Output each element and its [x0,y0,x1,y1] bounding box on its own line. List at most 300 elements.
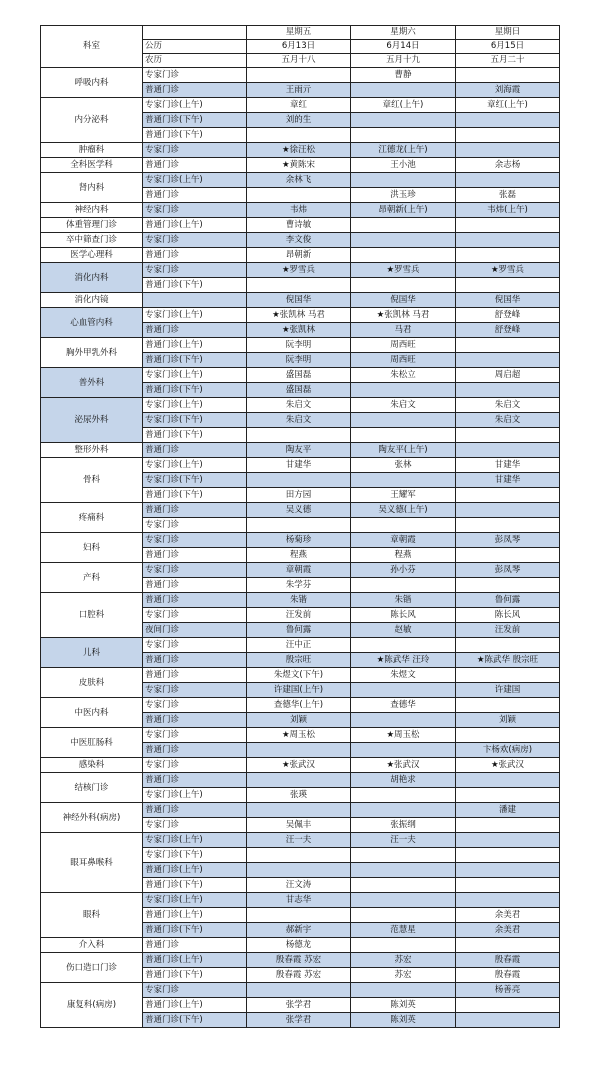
dept-name: 儿科 [41,638,143,668]
weekday-sun: 星期日 [456,26,560,40]
doctor-cell [456,233,560,248]
clinic-type: 专家门诊 [143,683,247,698]
clinic-type: 专家门诊 [143,728,247,743]
clinic-type: 专家门诊(上午) [143,98,247,113]
clinic-type: 普通门诊 [143,83,247,98]
doctor-cell: ★徐汪松 [247,143,351,158]
doctor-cell [456,143,560,158]
clinic-type: 普通门诊 [143,548,247,563]
doctor-cell: 周西旺 [351,338,456,353]
doctor-cell: 李文俊 [247,233,351,248]
dept-name: 结核门诊 [41,773,143,803]
clinic-type: 普通门诊(下午) [143,1013,247,1028]
doctor-cell [456,878,560,893]
date-sun: 6月15日 [456,40,560,54]
doctor-cell [456,338,560,353]
doctor-cell: 汪发前 [247,608,351,623]
clinic-type: 专家门诊 [143,263,247,278]
doctor-cell: 倪国华 [351,293,456,308]
doctor-cell: 殷春霞 [456,968,560,983]
doctor-cell [247,803,351,818]
doctor-cell: 吴义德(上午) [351,503,456,518]
clinic-type: 专家门诊 [143,818,247,833]
doctor-cell [247,68,351,83]
doctor-cell [456,788,560,803]
doctor-cell: 卞杨欢(病房) [456,743,560,758]
doctor-cell: 胡艳求 [351,773,456,788]
dept-name: 皮肤科 [41,668,143,698]
table-row [41,638,560,653]
clinic-type: 普通门诊 [143,713,247,728]
dept-name: 普外科 [41,368,143,398]
clinic-type: 专家门诊(上午) [143,833,247,848]
doctor-cell: 盛国磊 [247,383,351,398]
doctor-cell: 余美君 [456,923,560,938]
doctor-cell: 韦炜(上午) [456,203,560,218]
doctor-cell [456,863,560,878]
doctor-cell [351,83,456,98]
doctor-cell: 倪国华 [456,293,560,308]
doctor-cell [247,863,351,878]
doctor-cell: 彭凤琴 [456,563,560,578]
doctor-cell: 汪一夫 [351,833,456,848]
doctor-cell: 汪一夫 [247,833,351,848]
dept-name: 泌尿外科 [41,398,143,443]
dept-name: 妇科 [41,533,143,563]
doctor-cell [456,818,560,833]
doctor-cell: 余林飞 [247,173,351,188]
doctor-cell [456,353,560,368]
doctor-cell [456,218,560,233]
doctor-cell: 朱启文 [456,413,560,428]
clinic-type: 专家门诊 [143,68,247,83]
doctor-cell [247,473,351,488]
table-row [41,983,560,998]
doctor-cell: 阮李明 [247,338,351,353]
clinic-type: 专家门诊(下午) [143,473,247,488]
clinic-type: 专家门诊(下午) [143,413,247,428]
table-row [41,338,560,353]
clinic-type [143,293,247,308]
doctor-cell [351,218,456,233]
table-row [41,503,560,518]
doctor-cell: 许建国(上午) [247,683,351,698]
clinic-type: 普通门诊(下午) [143,923,247,938]
doctor-cell [456,383,560,398]
doctor-cell [351,878,456,893]
dept-name: 产科 [41,563,143,593]
table-row [41,563,560,578]
doctor-cell [351,413,456,428]
table-row [41,293,560,308]
doctor-cell [456,998,560,1013]
table-row [41,833,560,848]
doctor-cell: 朱煜文 [351,668,456,683]
lunar-fri: 五月十八 [247,54,351,68]
doctor-cell: 章朝霞 [247,563,351,578]
doctor-cell [247,518,351,533]
date-fri: 6月13日 [247,40,351,54]
doctor-cell: 江德龙(上午) [351,143,456,158]
dept-name: 内分泌科 [41,98,143,143]
doctor-cell: 刘颖 [456,713,560,728]
clinic-type: 专家门诊 [143,758,247,773]
doctor-cell [456,848,560,863]
dept-name: 介入科 [41,938,143,953]
doctor-cell [351,863,456,878]
date-sat: 6月14日 [351,40,456,54]
doctor-cell: 舒登峰 [456,323,560,338]
doctor-cell [351,113,456,128]
doctor-cell: 程燕 [351,548,456,563]
doctor-cell: 甘建华 [456,458,560,473]
doctor-cell [351,248,456,263]
clinic-type: 专家门诊(上午) [143,308,247,323]
dept-name: 体重管理门诊 [41,218,143,233]
doctor-cell: 章红(上午) [351,98,456,113]
doctor-cell: 章红(上午) [456,98,560,113]
doctor-cell: 朱锴 [247,593,351,608]
doctor-cell: 甘建华 [247,458,351,473]
doctor-cell: 陶友平 [247,443,351,458]
table-row [41,398,560,413]
clinic-type: 普通门诊(上午) [143,338,247,353]
clinic-type: 专家门诊 [143,203,247,218]
dept-name: 眼耳鼻喉科 [41,833,143,893]
clinic-type: 普通门诊(上午) [143,218,247,233]
clinic-type: 专家门诊 [143,698,247,713]
table-row [41,953,560,968]
doctor-cell: 张瑛 [247,788,351,803]
doctor-cell: 孙小芬 [351,563,456,578]
clinic-type: 普通门诊(下午) [143,113,247,128]
doctor-cell [456,518,560,533]
table-row [41,368,560,383]
doctor-cell [351,908,456,923]
clinic-type: 普通门诊(下午) [143,488,247,503]
clinic-type: 专家门诊 [143,143,247,158]
dept-name: 感染科 [41,758,143,773]
doctor-cell: 朱锴 [351,593,456,608]
clinic-type: 专家门诊(下午) [143,848,247,863]
table-row [41,158,560,173]
table-row [41,803,560,818]
doctor-cell [351,233,456,248]
clinic-type: 普通门诊 [143,773,247,788]
doctor-cell [351,638,456,653]
doctor-cell [456,893,560,908]
clinic-type: 专家门诊 [143,233,247,248]
doctor-cell [456,938,560,953]
clinic-type: 普通门诊 [143,653,247,668]
doctor-cell: 杨德龙 [247,938,351,953]
gregorian-label: 公历 [143,40,247,54]
dept-name: 疼痛科 [41,503,143,533]
doctor-cell: 舒登峰 [456,308,560,323]
doctor-cell: ★周玉松 [351,728,456,743]
doctor-cell: 汪中正 [247,638,351,653]
doctor-cell [456,728,560,743]
doctor-cell [351,893,456,908]
table-row [41,698,560,713]
doctor-cell: 陈长风 [351,608,456,623]
doctor-cell: 陈刘英 [351,998,456,1013]
doctor-cell: 郝新宇 [247,923,351,938]
clinic-type: 普通门诊 [143,323,247,338]
table-row [41,308,560,323]
doctor-cell [351,278,456,293]
doctor-cell [247,128,351,143]
doctor-cell [456,488,560,503]
doctor-cell: 韦炜 [247,203,351,218]
doctor-cell [247,743,351,758]
doctor-cell: 甘志华 [247,893,351,908]
dept-name: 整形外科 [41,443,143,458]
clinic-schedule-table [40,25,560,1028]
doctor-cell: ★周玉松 [247,728,351,743]
clinic-type: 普通门诊 [143,578,247,593]
table-row [41,728,560,743]
doctor-cell [351,713,456,728]
doctor-cell: 章红 [247,98,351,113]
blank-header-cell [143,26,247,40]
doctor-cell: 刘颖 [247,713,351,728]
table-row [41,593,560,608]
doctor-cell: 王小池 [351,158,456,173]
clinic-type: 专家门诊(上午) [143,368,247,383]
doctor-cell: 周西旺 [351,353,456,368]
doctor-cell [456,443,560,458]
table-row [41,758,560,773]
clinic-type: 普通门诊 [143,158,247,173]
doctor-cell: 盛国磊 [247,368,351,383]
doctor-cell: ★陈武华 汪玲 [351,653,456,668]
doctor-cell: 张林 [351,458,456,473]
doctor-cell: 曹静 [351,68,456,83]
dept-name: 胸外甲乳外科 [41,338,143,368]
doctor-cell [456,278,560,293]
table-row [41,938,560,953]
doctor-cell: 陈刘英 [351,1013,456,1028]
dept-name: 骨科 [41,458,143,503]
dept-name: 肿瘤科 [41,143,143,158]
doctor-cell: 朱学芬 [247,578,351,593]
clinic-type: 普通门诊(上午) [143,998,247,1013]
clinic-type: 普通门诊 [143,188,247,203]
doctor-cell: 王耀军 [351,488,456,503]
table-row [41,68,560,83]
doctor-cell: 殷春霞 [456,953,560,968]
doctor-cell: 田方园 [247,488,351,503]
doctor-cell [351,788,456,803]
dept-name: 呼吸内科 [41,68,143,98]
doctor-cell [351,173,456,188]
clinic-type: 专家门诊 [143,518,247,533]
doctor-cell [351,983,456,998]
clinic-type: 专家门诊(上午) [143,173,247,188]
doctor-cell: 章朝霞 [351,533,456,548]
doctor-cell: 汪发前 [456,623,560,638]
doctor-cell: 陈长风 [456,608,560,623]
doctor-cell: 朱启文 [247,413,351,428]
weekday-row [41,26,560,40]
doctor-cell: 刘的生 [247,113,351,128]
doctor-cell: 殷宗旺 [247,653,351,668]
doctor-cell [456,548,560,563]
clinic-type: 专家门诊 [143,533,247,548]
table-row [41,263,560,278]
lunar-label: 农历 [143,54,247,68]
doctor-cell: 吴佩丰 [247,818,351,833]
doctor-cell [351,578,456,593]
doctor-cell [456,173,560,188]
doctor-cell [456,128,560,143]
clinic-type: 普通门诊(下午) [143,428,247,443]
table-row [41,233,560,248]
dept-name: 神经内科 [41,203,143,218]
doctor-cell: ★罗雪兵 [456,263,560,278]
doctor-cell [247,188,351,203]
clinic-type: 普通门诊(下午) [143,383,247,398]
doctor-cell [247,428,351,443]
table-row [41,668,560,683]
dept-name: 中医肛肠科 [41,728,143,758]
doctor-cell: 刘海霞 [456,83,560,98]
doctor-cell: 查德华 [351,698,456,713]
doctor-cell: 阮李明 [247,353,351,368]
doctor-cell [456,668,560,683]
lunar-sat: 五月十九 [351,54,456,68]
clinic-type: 专家门诊(上午) [143,893,247,908]
doctor-cell [247,278,351,293]
clinic-type: 夜间门诊 [143,623,247,638]
dept-name: 康复科(病房) [41,983,143,1028]
clinic-type: 专家门诊(上午) [143,458,247,473]
doctor-cell: ★张凯林 [247,323,351,338]
table-row [41,98,560,113]
doctor-cell: 王雨亓 [247,83,351,98]
doctor-cell: 余美君 [456,908,560,923]
doctor-cell [456,1013,560,1028]
doctor-cell: ★黄陈宋 [247,158,351,173]
schedule-body [41,26,560,1028]
dept-name: 消化内镜 [41,293,143,308]
doctor-cell: 苏宏 [351,968,456,983]
dept-name: 肾内科 [41,173,143,203]
doctor-cell: 杨菊珍 [247,533,351,548]
doctor-cell [456,503,560,518]
doctor-cell [351,683,456,698]
doctor-cell: ★陈武华 殷宗旺 [456,653,560,668]
doctor-cell [456,68,560,83]
dept-name: 消化内科 [41,263,143,293]
table-row [41,173,560,188]
clinic-type: 普通门诊 [143,443,247,458]
clinic-type: 普通门诊 [143,938,247,953]
doctor-cell: 洪玉珍 [351,188,456,203]
doctor-cell: 朱启文 [456,398,560,413]
doctor-cell [456,698,560,713]
table-row [41,218,560,233]
dept-name: 中医内科 [41,698,143,728]
clinic-type: 普通门诊(下午) [143,878,247,893]
doctor-cell: 张磊 [456,188,560,203]
doctor-cell [456,638,560,653]
clinic-type: 普通门诊 [143,593,247,608]
table-row [41,443,560,458]
doctor-cell [247,848,351,863]
table-row [41,458,560,473]
doctor-cell: 朱启文 [247,398,351,413]
doctor-cell: 苏宏 [351,953,456,968]
doctor-cell: 汪文涛 [247,878,351,893]
doctor-cell: 周启超 [456,368,560,383]
doctor-cell: 杨善亮 [456,983,560,998]
doctor-cell: 陶友平(上午) [351,443,456,458]
table-row [41,773,560,788]
doctor-cell: 殷春霞 苏宏 [247,968,351,983]
doctor-cell: ★罗雪兵 [351,263,456,278]
doctor-cell [351,473,456,488]
doctor-cell: 吴义德 [247,503,351,518]
table-row [41,893,560,908]
doctor-cell: 殷春霞 苏宏 [247,953,351,968]
doctor-cell [456,833,560,848]
doctor-cell: 余志杨 [456,158,560,173]
clinic-type: 普通门诊(下午) [143,353,247,368]
dept-name: 神经外科(病房) [41,803,143,833]
weekday-sat: 星期六 [351,26,456,40]
doctor-cell: ★张武汉 [247,758,351,773]
lunar-sun: 五月二十 [456,54,560,68]
table-row [41,203,560,218]
clinic-type: 普通门诊(下午) [143,278,247,293]
doctor-cell: 范慧星 [351,923,456,938]
doctor-cell: 查德华(上午) [247,698,351,713]
doctor-cell: 赵敏 [351,623,456,638]
clinic-type: 普通门诊 [143,743,247,758]
doctor-cell [456,113,560,128]
doctor-cell [351,128,456,143]
dept-name: 卒中筛查门诊 [41,233,143,248]
clinic-type: 普通门诊(上午) [143,953,247,968]
doctor-cell [351,848,456,863]
doctor-cell [247,908,351,923]
doctor-cell: 程燕 [247,548,351,563]
doctor-cell: ★张凯林 马君 [351,308,456,323]
doctor-cell [351,383,456,398]
doctor-cell [456,773,560,788]
doctor-cell: 昂朝新 [247,248,351,263]
doctor-cell: ★罗雪兵 [247,263,351,278]
doctor-cell: 朱松立 [351,368,456,383]
doctor-cell: 潘建 [456,803,560,818]
doctor-cell: 许建国 [456,683,560,698]
doctor-cell [351,428,456,443]
clinic-type: 专家门诊 [143,638,247,653]
doctor-cell [456,428,560,443]
clinic-type: 专家门诊 [143,563,247,578]
clinic-type: 普通门诊 [143,248,247,263]
weekday-fri: 星期五 [247,26,351,40]
clinic-type: 普通门诊 [143,503,247,518]
doctor-cell: 马君 [351,323,456,338]
table-row [41,248,560,263]
doctor-cell: 甘建华 [456,473,560,488]
doctor-cell: 张振纲 [351,818,456,833]
doctor-cell: 倪国华 [247,293,351,308]
doctor-cell [351,518,456,533]
